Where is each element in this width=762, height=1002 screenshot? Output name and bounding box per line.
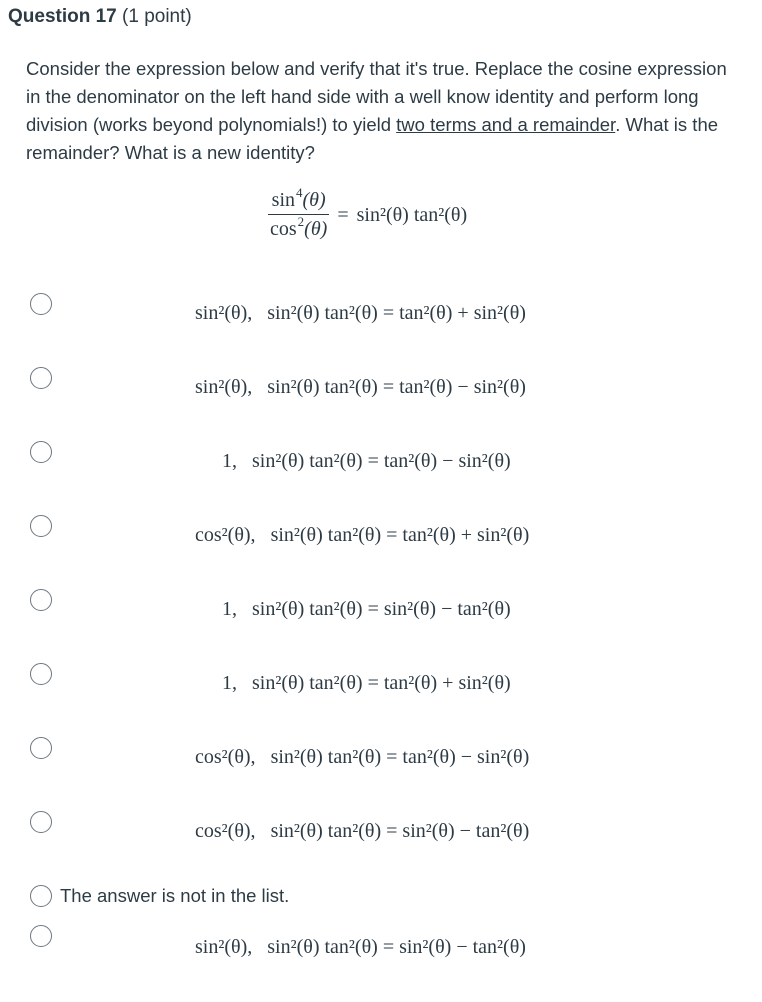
option-remainder: sin²(θ),	[195, 376, 253, 398]
option-remainder: 1,	[222, 598, 237, 620]
equation-rhs: sin²(θ) tan²(θ)	[356, 203, 468, 226]
radio-button[interactable]	[30, 925, 52, 947]
radio-button[interactable]	[30, 589, 52, 611]
fraction-denominator: $\cos^2(\theta)$	[270, 214, 328, 240]
radio-button[interactable]	[30, 885, 52, 907]
question-header	[8, 6, 192, 28]
option-remainder: sin²(θ),	[195, 936, 253, 958]
radio-button[interactable]	[30, 811, 52, 833]
radio-button[interactable]	[30, 515, 52, 537]
answer-option[interactable]	[0, 432, 762, 472]
radio-button[interactable]	[30, 367, 52, 389]
answer-option[interactable]	[0, 916, 762, 956]
question-text-part2: . What is the remainder? What is a new identity?	[26, 114, 719, 163]
question-text-part1: Consider the expression below and verify that it's true. Replace the cosine expression in the denominator on the left hand side with a well know identity and perform long division (works beyond polynomials!) to yield	[26, 58, 727, 135]
question-text-underline: two terms and a remainder	[396, 114, 616, 135]
radio-button[interactable]	[30, 663, 52, 685]
question-text	[26, 55, 741, 167]
option-identity: sin²(θ) tan²(θ) = sin²(θ) − tan²(θ)	[267, 936, 526, 958]
answer-option[interactable]	[0, 802, 762, 842]
answer-option-not-in-list[interactable]	[0, 876, 762, 916]
option-remainder: sin²(θ),	[195, 302, 253, 324]
option-identity: sin²(θ) tan²(θ) = tan²(θ) + sin²(θ)	[252, 672, 511, 694]
question-number: Question 17	[8, 6, 117, 27]
equation-fraction	[268, 185, 329, 241]
option-remainder: cos²(θ),	[195, 820, 256, 842]
option-remainder: cos²(θ),	[195, 746, 256, 768]
option-identity: sin²(θ) tan²(θ) = tan²(θ) + sin²(θ)	[270, 524, 530, 546]
answer-option[interactable]	[0, 580, 762, 620]
option-identity: sin²(θ) tan²(θ) = tan²(θ) − sin²(θ)	[270, 746, 530, 768]
option-identity: sin²(θ) tan²(θ) = sin²(θ) − tan²(θ)	[270, 820, 530, 842]
answer-option[interactable]	[0, 654, 762, 694]
option-identity: sin²(θ) tan²(θ) = tan²(θ) + sin²(θ)	[267, 302, 526, 324]
answer-option[interactable]	[0, 728, 762, 768]
radio-button[interactable]	[30, 737, 52, 759]
answer-option[interactable]	[0, 284, 762, 324]
option-remainder: 1,	[222, 450, 237, 472]
option-remainder: cos²(θ),	[195, 524, 256, 546]
option-identity: sin²(θ) tan²(θ) = tan²(θ) − sin²(θ)	[267, 376, 526, 398]
equation-equals: =	[337, 203, 349, 226]
option-identity: sin²(θ) tan²(θ) = tan²(θ) − sin²(θ)	[252, 450, 511, 472]
option-remainder: 1,	[222, 672, 237, 694]
display-equation	[268, 185, 467, 245]
answer-option[interactable]	[0, 358, 762, 398]
question-points: (1 point)	[122, 6, 192, 27]
radio-button[interactable]	[30, 293, 52, 315]
fraction-numerator: $\sin^4(\theta)$	[271, 185, 326, 211]
answer-option[interactable]	[0, 506, 762, 546]
radio-button[interactable]	[30, 441, 52, 463]
option-text: The answer is not in the list.	[60, 885, 290, 906]
option-identity: sin²(θ) tan²(θ) = sin²(θ) − tan²(θ)	[252, 598, 511, 620]
